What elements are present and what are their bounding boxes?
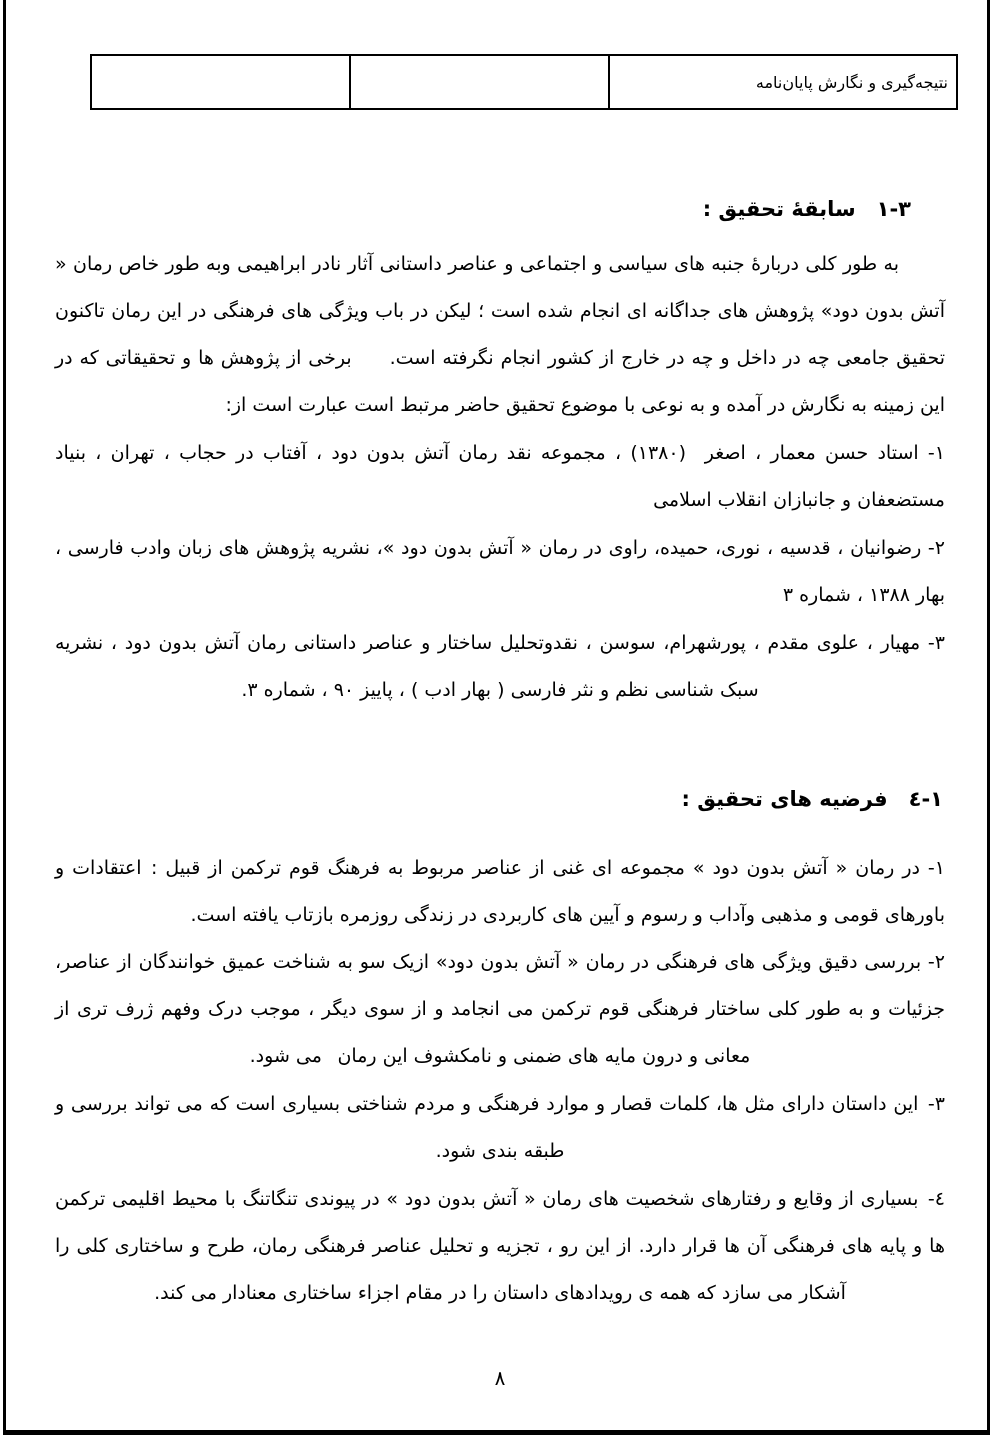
section-heading-research-background: ۱-۳ سابقهٔ تحقیق : bbox=[702, 197, 911, 221]
hypothesis-item-4: ٤- بسیاری از وقایع و رفتارهای شخصیت های رمان « آتش بدون دود » در پیوندی تنگاتنگ با محیط اقلیمی ترکمن ها و پایه های فرهنگی آن ها قرار دارد. از این رو ، تجزیه و تحلیل عناصر فرهنگی رمان، طرح و ساختاری کلی را آشکار می سازد که همه ی رویدادهای داستان را در مقام اجزاء ساختاری معنادار می کند. bbox=[55, 1188, 945, 1304]
reference-item-1: ۱- استاد حسن معمار ، اصغر (۱۳۸۰) ، مجموعه نقد رمان آتش بدون دود ، آفتاب در حجاب ، تهران ، بنیاد مستضعفان و جانبازان انقلاب اسلامی bbox=[55, 442, 945, 511]
hypothesis-item-2: ۲- بررسی دقیق ویژگی های فرهنگی در رمان « آتش بدون دود» ازیک سو به شناخت عمیق خوانندگان از عناصر، جزئیات و به طور کلی ساختار فرهنگی قوم ترکمن می انجامد و از سوی دیگر ، موجب درک وفهم ژرف تری از معانی و درون مایه های ضمنی و نامکشوف این رمان می شود. bbox=[55, 951, 945, 1067]
hypothesis-item-1: ۱- در رمان « آتش بدون دود » مجموعه ای غنی از عناصر مربوط به فرهنگ قوم ترکمن از قبیل : اعتقادات و باورهای قومی و مذهبی وآداب و رسوم و آیین های کاربردی در زندگی روزمره بازتاب یافته است. bbox=[55, 857, 945, 926]
header-cell-chapter-title: نتیجه‌گیری و نگارش پایان‌نامه bbox=[609, 55, 957, 109]
reference-item-3: ۳- مهیار ، علوی مقدم ، پورشهرام، سوسن ، نقدوتحلیل ساختار و عناصر داستانی رمان آتش بدون دود ، نشریه سبک شناسی نظم و نثر فارسی ( بهار ادب ) ، پاییز ۹۰ ، شماره ۳. bbox=[55, 632, 945, 701]
document-body bbox=[55, 0, 945, 1440]
reference-item-2: ۲- رضوانیان ، قدسیه ، نوری، حمیده، راوی در رمان « آتش بدون دود »، نشریه پژوهش های زبان وادب فارسی ، بهار ۱۳۸۸ ، شماره ۳ bbox=[55, 537, 945, 606]
section-heading-hypotheses: ۱-٤ فرضیه های تحقیق : bbox=[681, 787, 943, 811]
page-number: ۸ bbox=[494, 1366, 506, 1390]
hypothesis-item-3: ۳- این داستان دارای مثل ها، کلمات قصار و موارد فرهنگی و مردم شناختی بسیاری است که می تواند بررسی و طبقه بندی شود. bbox=[55, 1093, 945, 1162]
paragraph-research-background-intro: به طور کلی دربارهٔ جنبه های سیاسی و اجتماعی و عناصر داستانی آثار نادر ابراهیمی وبه طور خاص رمان « آتش بدون دود» پژوهش های جداگانه ای انجام شده است ؛ لیکن در باب ویژگی های فرهنگی در این رمان تاکنون تحقیق جامعی چه در داخل و چه در خارج از کشور انجام نگرفته است. برخی از پژوهش ها و تحقیقاتی که در این زمینه به نگارش در آمده و به نوعی با موضوع تحقیق حاضر مرتبط است عبارت است از: bbox=[55, 253, 945, 416]
